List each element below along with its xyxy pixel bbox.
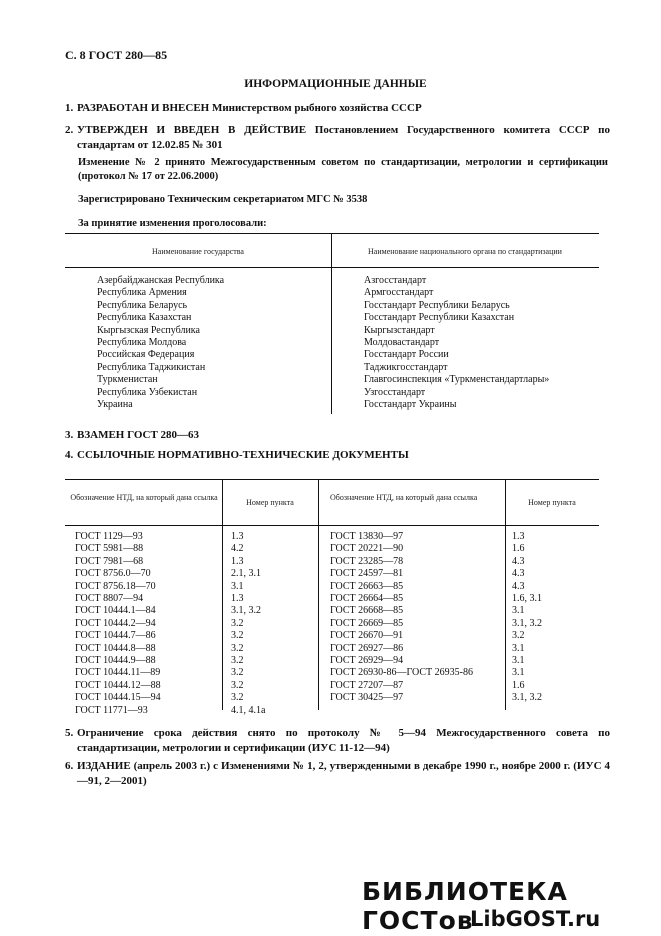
ref-point: 3.2: [231, 692, 244, 704]
ref-point: 4.3: [512, 580, 525, 592]
ref-point: 3.1: [512, 642, 525, 654]
item-5: 5. Ограничение срока действия снято по протоколу № 5—94 Межгосударственного совета по стандартизации, метрологии и сертификации (ИУС 11-12—94): [65, 727, 610, 754]
ref-doc: ГОСТ 10444.15—94: [75, 692, 161, 704]
ref-point: 3.1: [512, 667, 525, 679]
ref-point: 3.1: [512, 605, 525, 617]
ref-doc: ГОСТ 26927—86: [330, 642, 404, 654]
ref-doc: ГОСТ 10444.11—89: [75, 667, 161, 679]
ref-point: 3.1, 3.2: [512, 692, 542, 704]
ref-point: 1.6: [512, 543, 525, 555]
ref-doc: ГОСТ 10444.9—88: [75, 655, 156, 667]
standards-body-name: Главгосинспекция «Туркменстандартлары»: [364, 374, 550, 386]
ref-point: 3.2: [231, 642, 244, 654]
ref-doc: ГОСТ 10444.12—88: [75, 679, 161, 691]
item-1: 1. РАЗРАБОТАН И ВНЕСЕН Министерством рыбного хозяйства СССР: [65, 102, 422, 114]
ref-doc: ГОСТ 23285—78: [330, 555, 404, 567]
ref-doc: ГОСТ 13830—97: [330, 531, 404, 542]
standards-body-name: Молдовастандарт: [364, 337, 440, 349]
ref-point: 4.3: [512, 555, 525, 567]
ref-point: 3.1, 3.2: [231, 605, 261, 617]
ref-point: 4.1, 4.1а: [231, 704, 266, 716]
state-name: Республика Таджикистан: [97, 361, 206, 373]
ref-point: 1.3: [512, 531, 525, 542]
watermark-site: LibGOST.ru: [470, 907, 601, 931]
ref-point: 3.1: [231, 580, 244, 592]
ref-point: 4.3: [512, 568, 525, 580]
standards-body-name: Госстандарт Республики Казахстан: [364, 312, 515, 324]
ref-point: 3.2: [231, 617, 244, 629]
ref-point: 3.2: [231, 655, 244, 667]
refs-header-doc-left: Обозначение НТД, на который дана ссылка: [70, 493, 218, 502]
ref-doc: ГОСТ 26663—85: [330, 580, 404, 592]
ref-point: 3.2: [231, 679, 244, 691]
ref-point: 3.2: [231, 630, 244, 642]
ref-doc: ГОСТ 20221—90: [330, 543, 404, 555]
state-name: Российская Федерация: [97, 349, 195, 361]
ref-doc: ГОСТ 27207—87: [330, 679, 404, 691]
ref-doc: ГОСТ 24597—81: [330, 568, 404, 580]
ref-point: 3.2: [512, 630, 525, 642]
ref-doc: ГОСТ 8807—94: [75, 593, 144, 605]
ref-point: 3.2: [231, 667, 244, 679]
ref-doc: ГОСТ 26929—94: [330, 655, 404, 667]
ref-doc: ГОСТ 10444.1—84: [75, 605, 156, 617]
ref-point: 2.1, 3.1: [231, 568, 261, 580]
item-2: 2. УТВЕРЖДЕН И ВВЕДЕН В ДЕЙСТВИЕ Постановлением Государственного комитета СССР по стандартам от 12.02.85 № 301: [65, 124, 610, 151]
ref-doc: ГОСТ 10444.8—88: [75, 642, 156, 654]
state-name: Республика Молдова: [97, 337, 187, 349]
ref-point: 3.1: [512, 655, 525, 667]
standards-body-name: Кыргызстандарт: [364, 324, 435, 336]
ref-point: 1.3: [231, 555, 244, 567]
state-name: Туркменистан: [97, 374, 158, 386]
refs-header-point-right: Номер пункта: [528, 498, 576, 507]
ref-doc: ГОСТ 26664—85: [330, 593, 404, 605]
standards-body-name: Госстандарт Республики Беларусь: [364, 299, 510, 311]
ref-doc: ГОСТ 10444.2—94: [75, 617, 156, 629]
ref-point: 1.6, 3.1: [512, 593, 542, 605]
standards-body-name: Армгосстандарт: [364, 287, 434, 299]
refs-left-docs: [75, 531, 161, 717]
ref-doc: ГОСТ 8756.18—70: [75, 580, 156, 592]
standards-body-name: Азгосстандарт: [364, 275, 427, 286]
ref-doc: ГОСТ 5981—88: [75, 543, 144, 555]
ref-doc: ГОСТ 26669—85: [330, 617, 404, 629]
page-title: ИНФОРМАЦИОННЫЕ ДАННЫЕ: [244, 78, 427, 90]
standards-body-name: Госстандарт Украины: [364, 399, 457, 411]
refs-right-docs: [330, 531, 473, 705]
refs-header-doc-right: Обозначение НТД, на который дана ссылка: [330, 493, 478, 502]
item-6: 6. ИЗДАНИЕ (апрель 2003 г.) с Изменениями № 1, 2, утвержденными в декабре 1990 г., ноябре 2000 г. (ИУС 4—91, 2—2001): [65, 760, 610, 787]
ref-point: 3.1, 3.2: [512, 617, 542, 629]
standards-body-name: Таджикгосстандарт: [364, 361, 448, 373]
refs-header-point-left: Номер пункта: [246, 498, 294, 507]
state-name: Республика Узбекистан: [97, 386, 198, 398]
states-list: [97, 275, 224, 411]
ref-doc: ГОСТ 26668—85: [330, 605, 404, 617]
ref-doc: ГОСТ 10444.7—86: [75, 630, 156, 642]
ref-doc: ГОСТ 30425—97: [330, 692, 404, 704]
ref-doc: ГОСТ 26930-86—ГОСТ 26935-86: [330, 667, 473, 679]
vote-note: За принятие изменения проголосовали:: [78, 218, 267, 229]
item-3: 3. ВЗАМЕН ГОСТ 280—63: [65, 429, 200, 441]
ref-point: 1.3: [231, 531, 244, 542]
state-name: Украина: [97, 399, 133, 411]
ref-point: 1.6: [512, 679, 525, 691]
ref-point: 4.2: [231, 543, 244, 555]
page-header: С. 8 ГОСТ 280—85: [65, 48, 168, 62]
watermark-library: БИБЛИОТЕКА ГОСТов: [362, 877, 568, 935]
states-header-body: Наименование национального органа по стандартизации: [368, 247, 562, 256]
item-4: 4. ССЫЛОЧНЫЕ НОРМАТИВНО-ТЕХНИЧЕСКИЕ ДОКУМЕНТЫ: [65, 449, 409, 461]
state-name: Азербайджанская Республика: [97, 275, 225, 286]
registration-note: Зарегистрировано Техническим секретариатом МГС № 3538: [78, 194, 368, 205]
ref-doc: ГОСТ 7981—68: [75, 555, 144, 567]
state-name: Кыргызская Республика: [97, 324, 200, 336]
standards-body-name: Госстандарт России: [364, 349, 449, 361]
state-name: Республика Казахстан: [97, 312, 192, 324]
ref-doc: ГОСТ 11771—93: [75, 704, 148, 716]
bodies-list: [364, 275, 549, 411]
states-header-country: Наименование государства: [152, 247, 244, 256]
refs-left-points: [231, 531, 265, 717]
ref-doc: ГОСТ 8756.0—70: [75, 568, 151, 580]
ref-point: 1.3: [231, 593, 244, 605]
state-name: Республика Армения: [97, 287, 187, 299]
standards-body-name: Узгосстандарт: [364, 386, 426, 398]
state-name: Республика Беларусь: [97, 299, 188, 311]
ref-doc: ГОСТ 1129—93: [75, 531, 143, 542]
change-note: Изменение № 2 принято Межгосударственным советом по стандартизации, метрологии и сертификации (протокол № 17 от 22.06.2000): [78, 157, 608, 182]
refs-right-points: [512, 531, 542, 705]
ref-doc: ГОСТ 26670—91: [330, 630, 404, 642]
